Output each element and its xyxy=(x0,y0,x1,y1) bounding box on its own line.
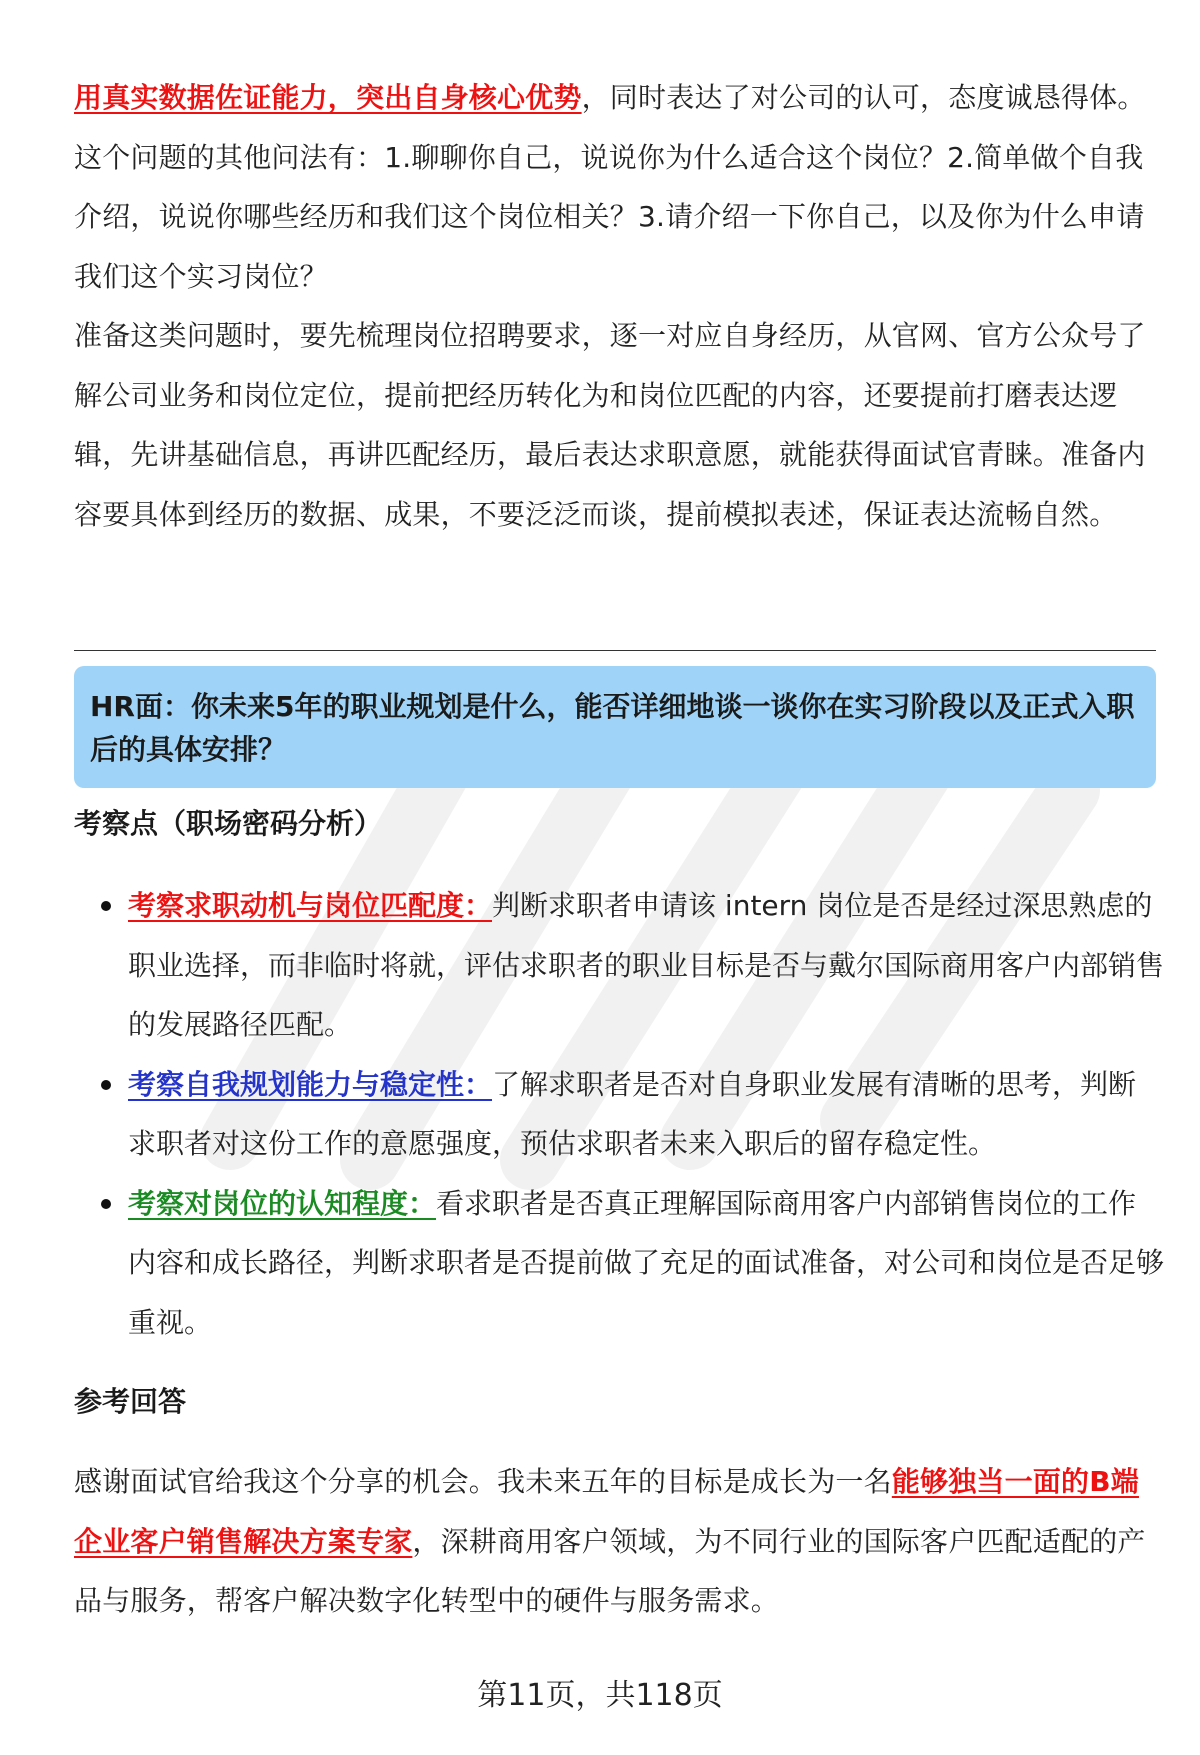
answer-paragraph xyxy=(74,1452,1156,1631)
point-item xyxy=(74,1174,1164,1353)
bullet-dot xyxy=(101,1199,111,1209)
answer-before: 感谢面试官给我这个分享的机会。我未来五年的目标是成长为一名 xyxy=(74,1465,892,1498)
analysis-heading: 考察点（职场密码分析） xyxy=(74,807,383,840)
intro-paragraph xyxy=(74,68,1156,306)
point-label: 考察自我规划能力与稳定性： xyxy=(128,1067,493,1101)
answer-heading: 参考回答 xyxy=(74,1385,187,1418)
point-label: 考察求职动机与岗位匹配度： xyxy=(128,889,493,922)
point-item xyxy=(74,1055,1164,1174)
point-item xyxy=(74,876,1164,1055)
section-divider xyxy=(74,650,1156,651)
intro-section xyxy=(74,68,1156,544)
answer-highlight: 能够独当一面的B端企业客户销售解决方案专家 xyxy=(74,1465,1139,1558)
analysis-points xyxy=(74,876,1164,1352)
bullet-dot xyxy=(101,1080,111,1090)
bullet-dot xyxy=(101,901,111,911)
intro-highlight: 用真实数据佐证能力，突出自身核心优势 xyxy=(74,81,582,114)
intro-rest: ，同时表达了对公司的认可，态度诚恳得体。这个问题的其他问法有：1.聊聊你自己，说说你为什么适合这个岗位？2.简单做个自我介绍，说说你哪些经历和我们这个岗位相关？3.请介绍一下你自己，以及你为什么申请我们这个实习岗位？ xyxy=(74,81,1146,293)
point-text: 看求职者是否真正理解国际商用客户内部销售岗位的工作内容和成长路径，判断求职者是否提前做了充足的面试准备，对公司和岗位是否足够重视。 xyxy=(128,1186,1165,1339)
point-text: 判断求职者申请该 intern 岗位是否是经过深思熟虑的职业选择，而非临时将就，评估求职者的职业目标是否与戴尔国际商用客户内部销售的发展路径匹配。 xyxy=(128,889,1165,1041)
question-box xyxy=(74,666,1156,788)
question-text: HR面：你未来5年的职业规划是什么，能否详细地谈一谈你在实习阶段以及正式入职后的具体安排？ xyxy=(90,690,1135,766)
point-label: 考察对岗位的认知程度： xyxy=(128,1186,437,1220)
point-text: 了解求职者是否对自身职业发展有清晰的思考，判断求职者对这份工作的意愿强度，预估求职者未来入职后的留存稳定性。 xyxy=(128,1067,1137,1160)
answer-section xyxy=(74,1452,1156,1631)
prep-paragraph: 准备这类问题时，要先梳理岗位招聘要求，逐一对应自身经历，从官网、官方公众号了解公司业务和岗位定位，提前把经历转化为和岗位匹配的内容，还要提前打磨表达逻辑，先讲基础信息，再讲匹配经历，最后表达求职意愿，就能获得面试官青睐。准备内容要具体到经历的数据、成果，不要泛泛而谈，提前模拟表述，保证表达流畅自然。 xyxy=(74,319,1146,531)
answer-after: ，深耕商用客户领域，为不同行业的国际客户匹配适配的产品与服务，帮客户解决数字化转型中的硬件与服务需求。 xyxy=(74,1524,1146,1617)
page-number: 第11页，共118页 xyxy=(477,1678,723,1713)
